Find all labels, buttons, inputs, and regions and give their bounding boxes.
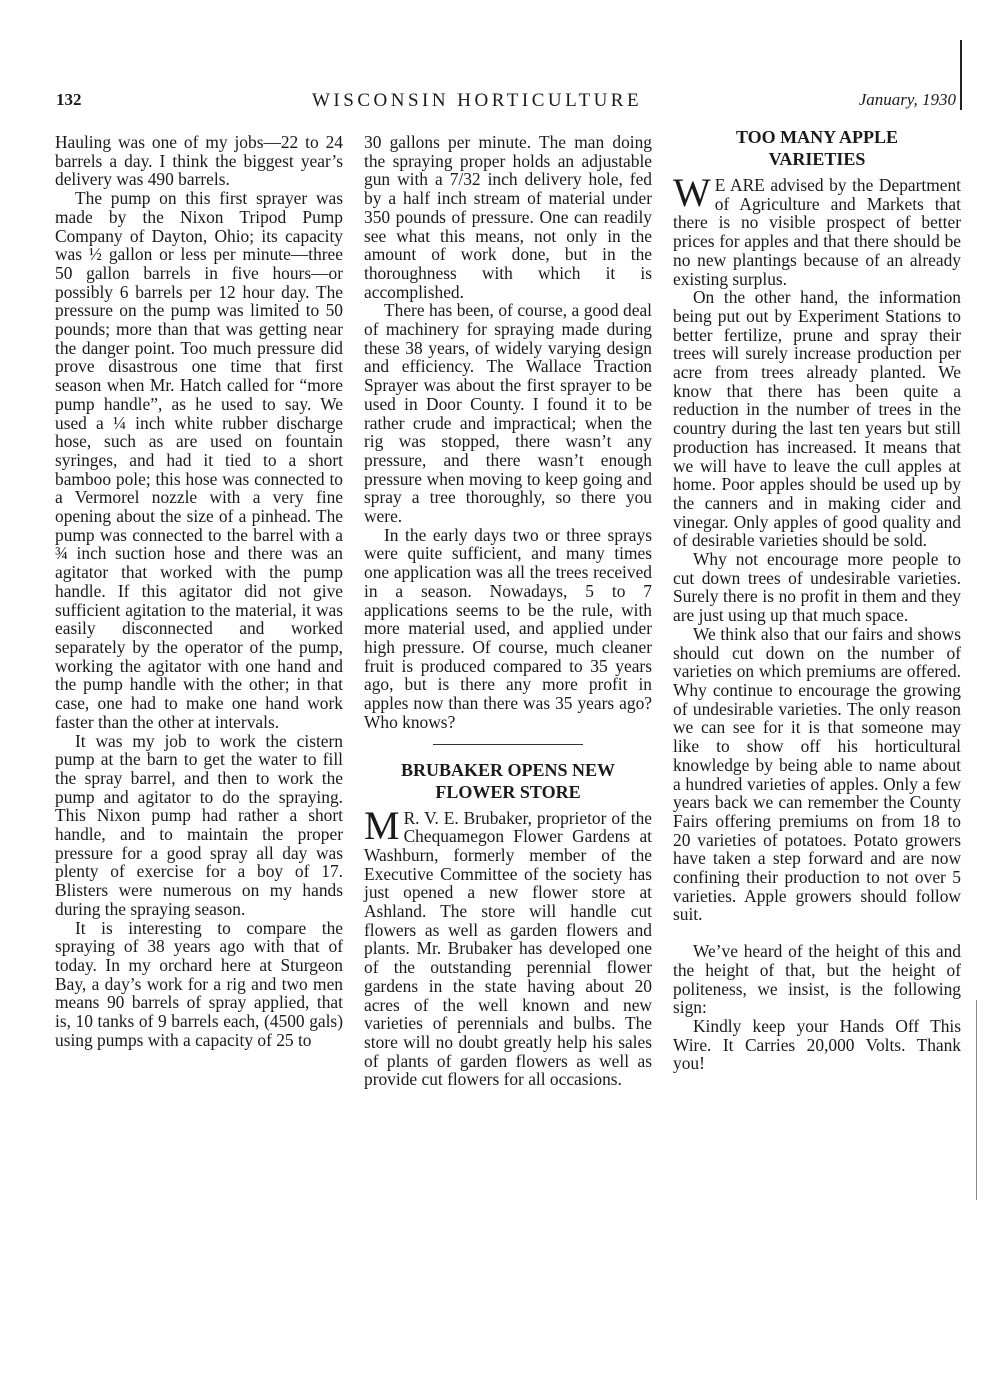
margin-rule (960, 40, 962, 110)
paragraph: Hauling was one of my jobs—22 to 24 barrels a day. I think the biggest year’s delivery was 490 barrels. (55, 132, 343, 190)
paragraph: There has been, of course, a good deal of machinery for spraying made during these 38 years, of widely varying design and efficiency. The Wallace Traction Sprayer was about the first sprayer to be used in Door County. I found it to be rather crude and impractical; when the rig was stopped, there wasn’t any pressure, and there wasn’t enough pressure when moving to keep going and spray a tree thoroughly, so there you were. (364, 300, 652, 527)
column-2 (364, 133, 652, 1089)
note-sign: Kindly keep your Hands Off This Wire. It Carries 20,000 Volts. Thank you! (673, 1015, 961, 1074)
paragraph: On the other hand, the information being put out by Experiment Stations to better fertilize, prune and spray their trees will surely increase production per acre from trees already planted. We know that there has been quite a reduction in the number of trees in the country during the last ten years but still production has increased. It means that we will have to leave the cull apples at home. Poor apples should be used up by the canners and in making cider and vinegar. Only apples of good quality and of desirable varieties should be sold. (673, 287, 961, 551)
paragraph: We think also that our fairs and shows should cut down on the number of varieties on which premiums are offered. Why continue to encourage the growing of undesirable varieties. The only reason we can see for it is that someone may like to show off his horticultural knowledge by being able to name about a hundred varieties of apples. Only a few years back we can remember the County Fairs offering premiums on from 18 to 20 varieties of potatoes. Potato growers have taken a step forward and are now confining their production to not over 5 varieties. Apple growers should follow suit. (673, 623, 961, 925)
drop-cap: W (673, 170, 711, 215)
paragraph: It is interesting to compare the spraying of 38 years ago with that of today. In my orchard here at Sturgeon Bay, a day’s work for a rig and two men means 90 barrels of spray applied, that is, 10 tanks of 9 barrels each, (4500 gals) using pumps with a capacity of 25 to (55, 917, 343, 1050)
drop-cap: M (364, 802, 400, 848)
margin-rule-lower (976, 1000, 977, 1200)
article-body (364, 802, 652, 1090)
article-headline: VARIETIES (768, 149, 866, 169)
paragraph: It was my job to work the cistern pump at the barn to get the water to fill the spray barrel, and then to work the pump and agitator to do the spraying. This Nixon pump had rather a short handle, and to maintain the proper pressure for a good spray all day was plenty of exercise for a boy of 17. Blisters were numerous on my hands during the spraying season. (55, 730, 343, 919)
paragraph: Why not encourage more people to cut down trees of undesirable varieties. Surely there is no profit in them and they are just using up that much space. (673, 549, 961, 626)
article-text: R. V. E. Brubaker, proprietor of the Chequamegon Flower Gardens at Washburn, formerly member of the Executive Committee of the society has just opened a new flower store at Ashland. The store will handle cut flowers as well as garden flowers and plants. Mr. Brubaker has developed one of the outstanding perennial flower gardens in the state having about 20 acres of the well known and new varieties of perennials and bulbs. The store will no doubt greatly help his sales of plants of garden flowers as well as provide cut flowers for all occasions. (364, 807, 652, 1090)
journal-title: WISCONSIN HORTICULTURE (312, 90, 643, 111)
article-body (673, 170, 961, 289)
page-header (56, 90, 956, 116)
article-headline: BRUBAKER OPENS NEW (400, 759, 616, 780)
page-number: 132 (56, 90, 82, 109)
article-headline: TOO MANY APPLE (735, 127, 898, 147)
column-3 (673, 126, 961, 1073)
column-1 (55, 133, 343, 1049)
paragraph: 30 gallons per minute. The man doing the spraying proper holds an adjustable gun with a 7/32 inch delivery hole, fed by a half inch stream of material under 350 pounds of pressure. One can readily see what this means, not only in the amount of work done, but in the thoroughness with which it is accomplished. (364, 132, 652, 302)
article-text: E ARE advised by the Department of Agriculture and Markets that there is no visible prospect of better prices for apples and that there should be no new plantings because of an already existing surplus. (673, 175, 961, 289)
note-paragraph: We’ve heard of the height of this and the height of that, but the height of politeness, we insist, is the following sign: (673, 941, 961, 1018)
issue-date: January, 1930 (858, 90, 956, 109)
paragraph: The pump on this first sprayer was made by the Nixon Tripod Pump Company of Dayton, Ohio; its capacity was ½ gallon or less per minute—three 50 gallon barrels in five hours—or possibly 6 barrels per 12 hour day. The pressure on the pump was limited to 50 pounds; more than that was getting near the danger point. Too much pressure did prove disastrous one time that first season when Mr. Hatch called for “more pump handle”, as he used to say. We used a ¼ inch white rubber discharge hose, such as are used on fountain syringes, and had it tied to a short bamboo pole; this hose was connected to a Vermorel nozzle with a very fine opening about the size of a pinhead. The pump was connected to the barrel with a ¾ inch suction hose and there was an agitator that worked with the pump handle. If this agitator did not give sufficient agitation to the material, it was easily disconnected and worked separately by the operator of the pump, working the agitator with one hand and the pump handle with the other; in that case, one had to make one hand work faster than the other at intervals. (55, 188, 343, 732)
paragraph: In the early days two or three sprays were quite sufficient, and many times one application was all the trees received in a season. Nowadays, 5 to 7 applications seems to be the rule, with more material used, and applied under high pressure. Of course, much cleaner fruit is produced compared to 35 years ago, but is there any more profit in apples now than there was 35 years ago? Who knows? (364, 524, 652, 732)
article-divider (433, 744, 583, 745)
article-headline: FLOWER STORE (435, 781, 581, 802)
